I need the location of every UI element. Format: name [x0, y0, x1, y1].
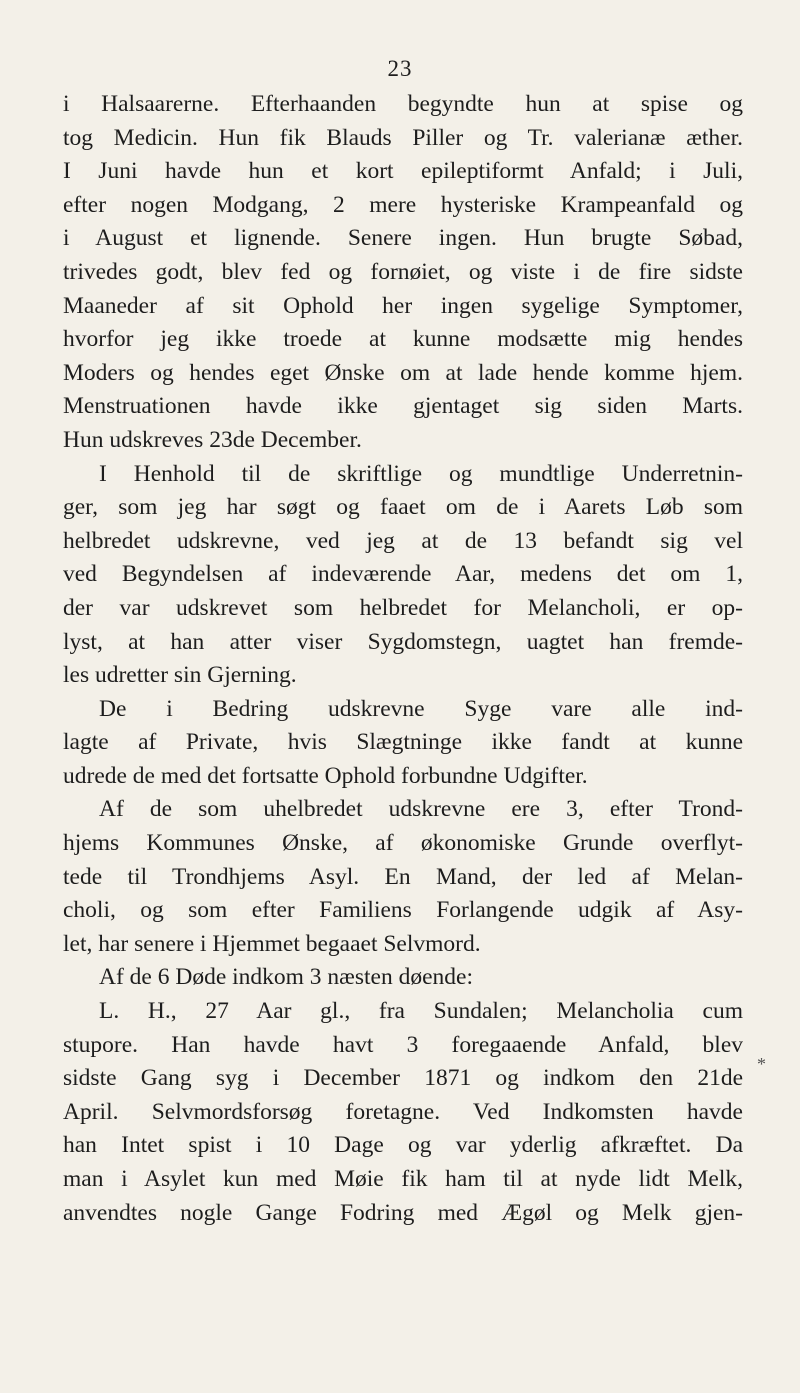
margin-mark: * — [757, 1054, 766, 1074]
text-line: udrede de med det fortsatte Ophold forbundne Udgifter. — [63, 762, 588, 789]
text-line: tede til Trondhjems Asyl. En Mand, der led af Melan- — [63, 863, 743, 890]
text-line: trivedes godt, blev fed og fornøiet, og viste i de fire sidste — [63, 258, 743, 285]
text-line: Hun udskreves 23de December. — [63, 426, 362, 453]
paragraph-start-line: Af de 6 Døde indkom 3 næsten døende: — [99, 964, 473, 991]
text-line: I Juni havde hun et kort epileptiformt Anfald; i Juli, — [63, 158, 743, 185]
text-line: let, har senere i Hjemmet begaaet Selvmord. — [63, 930, 481, 957]
text-line: lyst, at han atter viser Sygdomstegn, uagtet han fremde- — [63, 628, 743, 655]
text-line: Maaneder af sit Ophold her ingen sygelige Symptomer, — [63, 292, 743, 319]
text-line: anvendtes nogle Gange Fodring med Ægøl og Melk gjen- — [63, 1199, 743, 1226]
paragraph-start-line: I Henhold til de skriftlige og mundtlige Underretnin- — [99, 460, 743, 487]
text-line: i Halsaarerne. Efterhaanden begyndte hun at spise og — [63, 91, 743, 117]
text-line: hvorfor jeg ikke troede at kunne modsætte mig hendes — [63, 326, 743, 353]
text-line: der var udskrevet som helbredet for Melancholi, er op- — [63, 594, 743, 621]
text-line: hjems Kommunes Ønske, af økonomiske Grunde overflyt- — [63, 830, 743, 857]
text-line: han Intet spist i 10 Dage og var yderlig afkræftet. Da — [63, 1132, 743, 1159]
text-line: Moders og hendes eget Ønske om at lade hende komme hjem. — [63, 359, 743, 386]
paragraph-start-line: Af de som uhelbredet udskrevne ere 3, efter Trond- — [99, 796, 743, 823]
text-line: stupore. Han havde havt 3 foregaaende Anfald, blev — [63, 1031, 743, 1058]
text-line: April. Selvmordsforsøg foretagne. Ved Indkomsten havde — [63, 1098, 743, 1125]
text-line: man i Asylet kun med Møie fik ham til at nyde lidt Melk, — [63, 1166, 743, 1192]
text-line: Menstruationen havde ikke gjentaget sig siden Marts. — [63, 393, 743, 420]
text-line: ved Begyndelsen af indeværende Aar, medens det om 1, — [63, 561, 743, 588]
body-text — [63, 88, 743, 1230]
paragraph-start-line: De i Bedring udskrevne Syge vare alle ind- — [99, 695, 743, 722]
text-line: sidste Gang syg i December 1871 og indkom den 21de — [63, 1065, 743, 1092]
text-line: les udretter sin Gjerning. — [63, 662, 297, 689]
page-number: 23 — [387, 56, 413, 81]
text-line: lagte af Private, hvis Slægtninge ikke fandt at kunne — [63, 729, 743, 756]
text-line: ger, som jeg har søgt og faaet om de i Aarets Løb som — [63, 494, 743, 521]
paragraph-start-line: L. H., 27 Aar gl., fra Sundalen; Melancholia cum — [99, 998, 743, 1025]
text-line: choli, og som efter Familiens Forlangende udgik af Asy- — [63, 897, 743, 924]
text-line: tog Medicin. Hun fik Blauds Piller og Tr. valerianæ æther. — [63, 124, 743, 151]
text-line: efter nogen Modgang, 2 mere hysteriske Krampeanfald og — [63, 191, 743, 218]
text-line: i August et lignende. Senere ingen. Hun brugte Søbad, — [63, 225, 743, 252]
text-line: helbredet udskrevne, ved jeg at de 13 befandt sig vel — [63, 527, 743, 554]
